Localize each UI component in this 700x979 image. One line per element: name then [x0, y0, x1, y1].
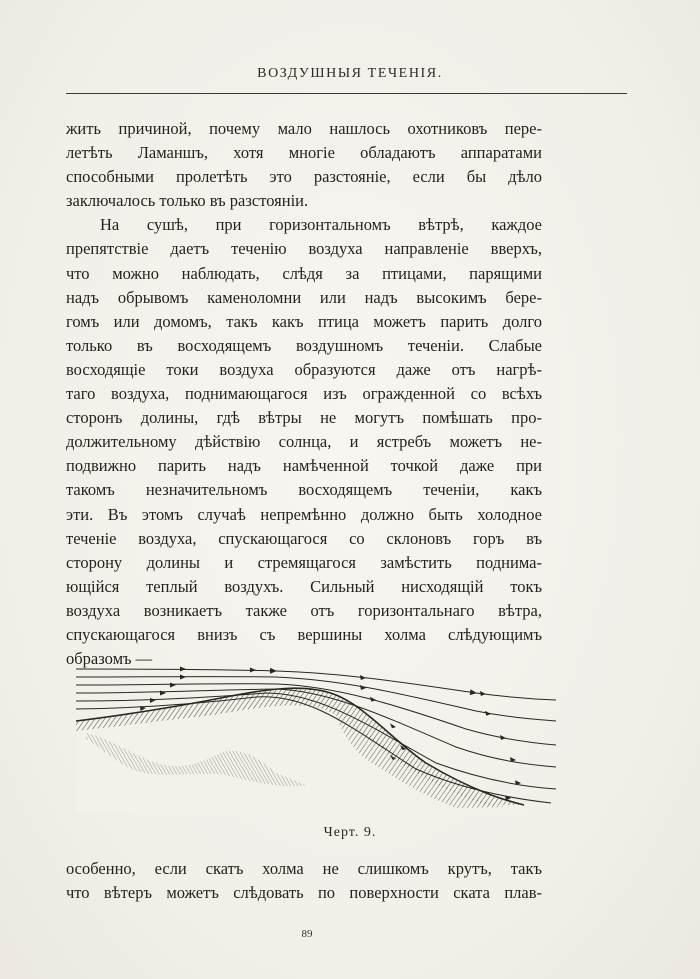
- running-title: ВОЗДУШНЫЯ ТЕЧЕНІЯ.: [257, 66, 443, 81]
- text-line: жить причиной, почему мало нашлось охотниковъ пере-: [66, 119, 542, 138]
- text-line: что вѣтеръ можетъ слѣдовать по поверхности ската плав-: [66, 883, 542, 903]
- header-rule: [66, 93, 627, 94]
- text-line: заключалось только въ разстояніи.: [66, 191, 309, 211]
- text-line: ющійся теплый воздухъ. Сильный нисходящій токъ: [66, 576, 542, 596]
- text-line: надъ обрывомъ каменоломни или надъ высокимъ бере-: [66, 287, 542, 307]
- text-line: образомъ —: [66, 649, 153, 669]
- text-line: сторонъ долины, гдѣ вѣтры не могутъ помѣшать про-: [66, 408, 542, 428]
- text-line: воздуха возникаетъ также отъ горизонтальнаго вѣтра,: [66, 600, 542, 620]
- text-line: На сушѣ, при горизонтальномъ вѣтрѣ, каждое: [100, 215, 542, 235]
- figure-caption: Черт. 9.: [323, 825, 377, 840]
- text-line: летѣть Ламаншъ, хотя многіе обладаютъ аппаратами: [66, 143, 542, 163]
- text-line: способными пролетѣть это разстояніе, если бы дѣло: [66, 167, 542, 187]
- text-line: спускающагося внизъ съ вершины холма слѣдующимъ: [66, 624, 542, 644]
- text-line: что можно наблюдать, слѣдя за птицами, парящими: [66, 263, 542, 283]
- text-line: таго воздуха, поднимающагося изъ огражденной со всѣхъ: [66, 384, 542, 404]
- text-line: теченіе воздуха, спускающагося со склоновъ горъ въ: [66, 528, 542, 548]
- text-line: сторону долины и стремящагося замѣстить поднима-: [66, 552, 542, 572]
- text-line: эти. Въ этомъ случаѣ непремѣнно должно быть холодное: [66, 504, 542, 524]
- body-text-bottom: [66, 857, 542, 905]
- body-text-top: [66, 117, 542, 671]
- text-line: только въ восходящемъ воздушномъ теченіи. Слабые: [66, 335, 542, 355]
- text-line: подвижно парить надъ намѣченной точкой даже при: [66, 456, 542, 476]
- text-line: особенно, если скатъ холма не слишкомъ крутъ, такъ: [66, 859, 542, 878]
- text-line: восходящіе токи воздуха образуются даже отъ нагрѣ-: [66, 359, 542, 379]
- text-line: такомъ незначительномъ восходящемъ теченіи, какъ: [66, 480, 542, 500]
- page-number: 89: [301, 928, 313, 940]
- text-line: препятствіе даетъ теченію воздуха направленіе вверхъ,: [66, 239, 542, 259]
- airflow-over-hill-illustration: [66, 655, 561, 815]
- text-line: гомъ или домомъ, такъ какъ птица можетъ парить долго: [66, 311, 542, 331]
- text-line: должительному дѣйствію солнца, и ястребъ можетъ не-: [66, 432, 542, 452]
